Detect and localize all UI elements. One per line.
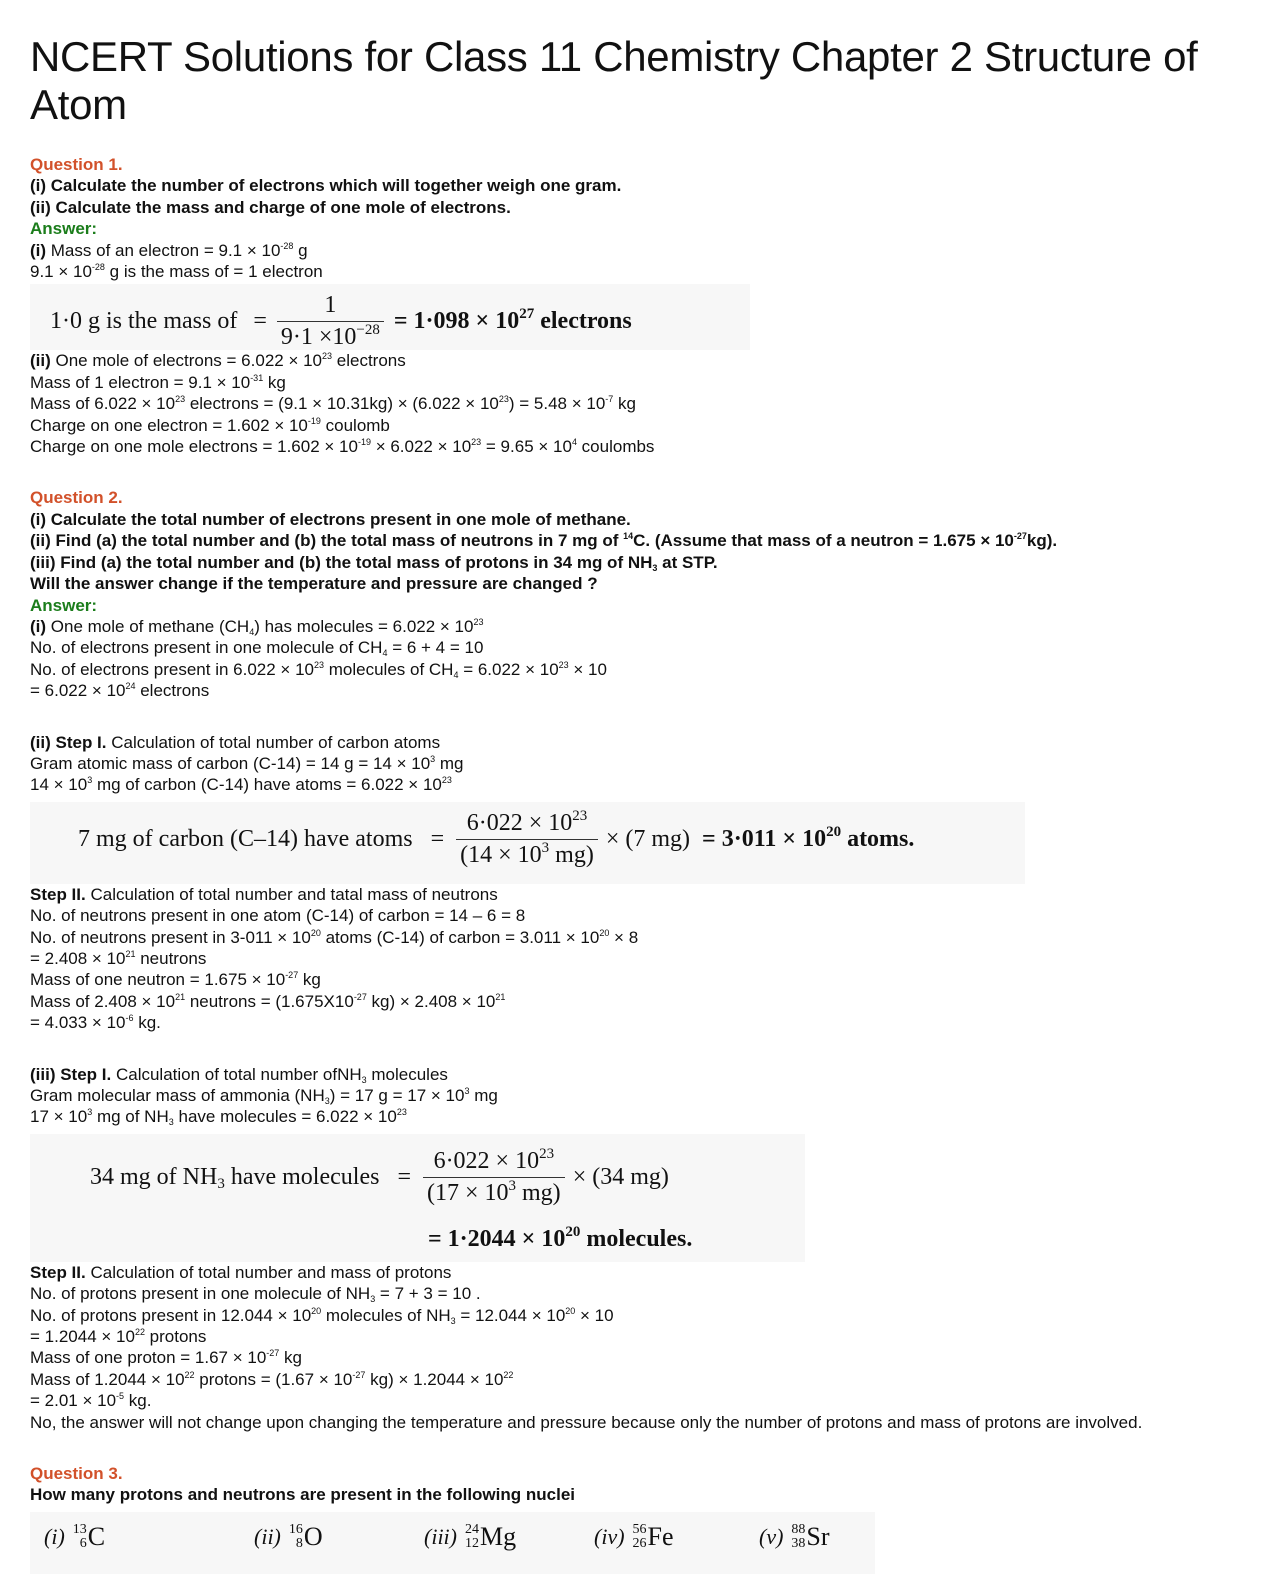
answer-line: Mass of $6.022 \times 10^{23}$ electrons = $(9.1 \times 10.31kg) \times (6.022 \times 10^{23}) = 5.48 \times 10^{-7}$ kg	[30, 394, 636, 414]
step-heading: Step II. Calculation of total number and tatal mass of neutrons	[30, 884, 498, 904]
answer-line: (i) Mass of an electron = $9.1 \times 10^{-28}$ g	[30, 240, 308, 260]
answer-line: No. of protons present in $12.044 \times 10^{20}$ molecules of $NH_3 = 12.044 \times 10^{20} \times 10$	[30, 1305, 614, 1326]
answer-line: (i) One mole of methane $(CH_4)$ has molecules = $6.022 \times 10^{23}$	[30, 616, 484, 637]
mass-number: 88	[791, 1521, 806, 1537]
page-title: NCERT Solutions for Class 11 Chemistry Chapter 2 Structure of Atom	[30, 33, 1198, 128]
nucleus-label: (ii)	[254, 1523, 281, 1549]
element-symbol: Mg	[480, 1521, 517, 1551]
equation-image-1: 1·0 g is the mass of = $\frac{1}{9\cdot 1 \times 10^{-28}}$ = $1\cdot 098 \times 10^{27}$ electrons	[30, 284, 750, 350]
question-part: How many protons and neutrons are present in the following nuclei	[30, 1485, 575, 1505]
answer-line: Mass of one neutron = $1.675 \times 10^{-27}$ kg	[30, 970, 321, 990]
element-symbol: C	[87, 1521, 106, 1551]
answer-line: No. of neutrons present in one atom (C-14) of carbon = 14 – 6 = 8	[30, 906, 526, 926]
answer-line: No. of electrons present in $6.022 \times 10^{23}$ molecules of $CH_4 = 6.022 \times 10^{23} \times 10$	[30, 659, 607, 680]
element-symbol: Fe	[647, 1521, 674, 1551]
question-part: (iii) Find (a) the total number and (b) the total mass of protons in 34 mg of $NH_3$ at STP.	[30, 552, 718, 573]
equation-image-2: 7 mg of carbon (C–14) have atoms = $\frac{6\cdot 022 \times 10^{23}}{(14 \times 10^3 mg)}$ × (7 mg) = $3\cdot 011 \times 10^{20}$ atoms.	[30, 802, 1025, 884]
question-part: (ii) Find (a) the total number and (b) the total mass of neutrons in 7 mg of $^{14}$C. (Assume that mass of a neutron = $1.675 \times 10^{-27}kg$).	[30, 531, 1058, 551]
answer-line: Mass of 1 electron = $9.1 \times 10^{-31}$ kg	[30, 372, 286, 392]
question-1	[30, 154, 1260, 457]
nucleus-label: (i)	[44, 1523, 65, 1549]
nucleus-item	[44, 1522, 254, 1552]
question-label: Question 2.	[30, 488, 123, 508]
atomic-number: 26	[632, 1535, 647, 1551]
answer-line: Gram molecular mass of ammonia $(NH_3) = 17$ $g = 17 \times 10^3$ mg	[30, 1086, 498, 1106]
nucleus-item	[254, 1522, 424, 1552]
answer-line: Mass of $1.2044 \times 10^{22}$ protons = ($1.67 \times 10^{-27}$ $kg) \times 1.2044 \times 10^{22}$	[30, 1369, 514, 1389]
nucleus-label: (iv)	[594, 1523, 625, 1549]
atomic-number: 6	[79, 1535, 87, 1551]
mass-number: 24	[465, 1521, 479, 1537]
nucleus-item	[594, 1522, 759, 1552]
answer-line: No. of protons present in one molecule of $NH_3 = 7 + 3 = 10$ .	[30, 1284, 481, 1305]
atomic-number: 38	[791, 1535, 806, 1551]
answer-line: Mass of $2.408 \times 10^{21}$ neutrons = ($1.675X10^{-27}$ $kg) \times 2.408 \times 10^{21}$	[30, 991, 506, 1011]
question-part: Will the answer change if the temperature and pressure are changed ?	[30, 574, 598, 594]
answer-line: No. of electrons present in one molecule of $CH_4 = 6 + 4 = 10$	[30, 638, 484, 659]
question-3	[30, 1463, 1260, 1574]
step-heading: (iii) Step I. Calculation of total number ofNH$_3$ molecules	[30, 1064, 448, 1085]
answer-line: (ii) One mole of electrons = $6.022 \times 10^{23}$ electrons	[30, 351, 406, 371]
question-label: Question 3.	[30, 1464, 123, 1484]
mass-number: 56	[632, 1521, 647, 1537]
answer-line: = $4.033 \times 10^{-6}$ kg.	[30, 1013, 161, 1033]
question-part: (i) Calculate the total number of electrons present in one mole of methane.	[30, 509, 631, 529]
answer-line: $17 \times 10^3$ mg of $NH_3$ have molecules = $6.022 \times 10^{23}$	[30, 1107, 407, 1128]
answer-line: No. of neutrons present in $3-011 \times 10^{20}$ atoms (C-14) of carbon = $3.011 \times 10^{20} \times 8$	[30, 927, 639, 947]
nucleus-label: (v)	[759, 1523, 784, 1549]
answer-line: $14 \times 10^3$ mg of carbon (C-14) have atoms = $6.022 \times 10^{23}$	[30, 775, 452, 795]
answer-line: Mass of one proton = $1.67 \times 10^{-27}$ kg	[30, 1348, 302, 1368]
mass-number: 16	[288, 1521, 303, 1537]
question-part: (ii) Calculate the mass and charge of one mole of electrons.	[30, 197, 511, 217]
answer-line: $9.1 \times 10^{-28}$ g is the mass of = 1 electron	[30, 262, 323, 282]
element-symbol: O	[303, 1521, 323, 1551]
atomic-number: 8	[295, 1535, 303, 1551]
question-label: Question 1.	[30, 155, 123, 174]
mass-number: 13	[72, 1521, 87, 1537]
answer-line: Charge on one electron = $1.602 \times 10^{-19}$ coulomb	[30, 415, 390, 435]
step-heading: (ii) Step I. Calculation of total number of carbon atoms	[30, 732, 441, 752]
document	[30, 0, 1260, 1574]
nucleus-item	[759, 1522, 879, 1552]
step-heading: Step II. Calculation of total number and mass of protons	[30, 1262, 452, 1282]
question-2	[30, 487, 1260, 1433]
conclusion: No, the answer will not change upon changing the temperature and pressure because only the number of protons and mass of protons are involved.	[30, 1412, 1143, 1432]
element-symbol: Sr	[806, 1521, 830, 1551]
nuclei-image	[30, 1512, 875, 1574]
answer-label: Answer:	[30, 595, 98, 615]
answer-line: Gram atomic mass of carbon (C-14) = 14 $g = 14 \times 10^3$ mg	[30, 753, 464, 773]
nucleus-item	[424, 1522, 594, 1552]
answer-line: = $2.408 \times 10^{21}$ neutrons	[30, 948, 207, 968]
atomic-number: 12	[465, 1535, 479, 1551]
answer-label: Answer:	[30, 219, 98, 239]
answer-line: Charge on one mole electrons = $1.602 \times 10^{-19} \times 6.022 \times 10^{23} = 9.65 \times 10^4$ coulombs	[30, 437, 655, 457]
nucleus-label: (iii)	[424, 1523, 457, 1549]
answer-line: = $6.022 \times 10^{24}$ electrons	[30, 681, 210, 701]
question-part: (i) Calculate the number of electrons which will together weigh one gram.	[30, 176, 622, 196]
answer-line: = $2.01 \times 10^{-5}$ kg.	[30, 1391, 152, 1411]
equation-image-3: 34 mg of $NH_3$ have molecules = $\frac{6\cdot 022 \times 10^{23}}{(17 \times 10^3 mg)}$ × (34 mg) = $1\cdot 2044 \times 10^{20}$ molecules.	[30, 1134, 805, 1262]
answer-line: = $1.2044 \times 10^{22}$ protons	[30, 1327, 207, 1347]
